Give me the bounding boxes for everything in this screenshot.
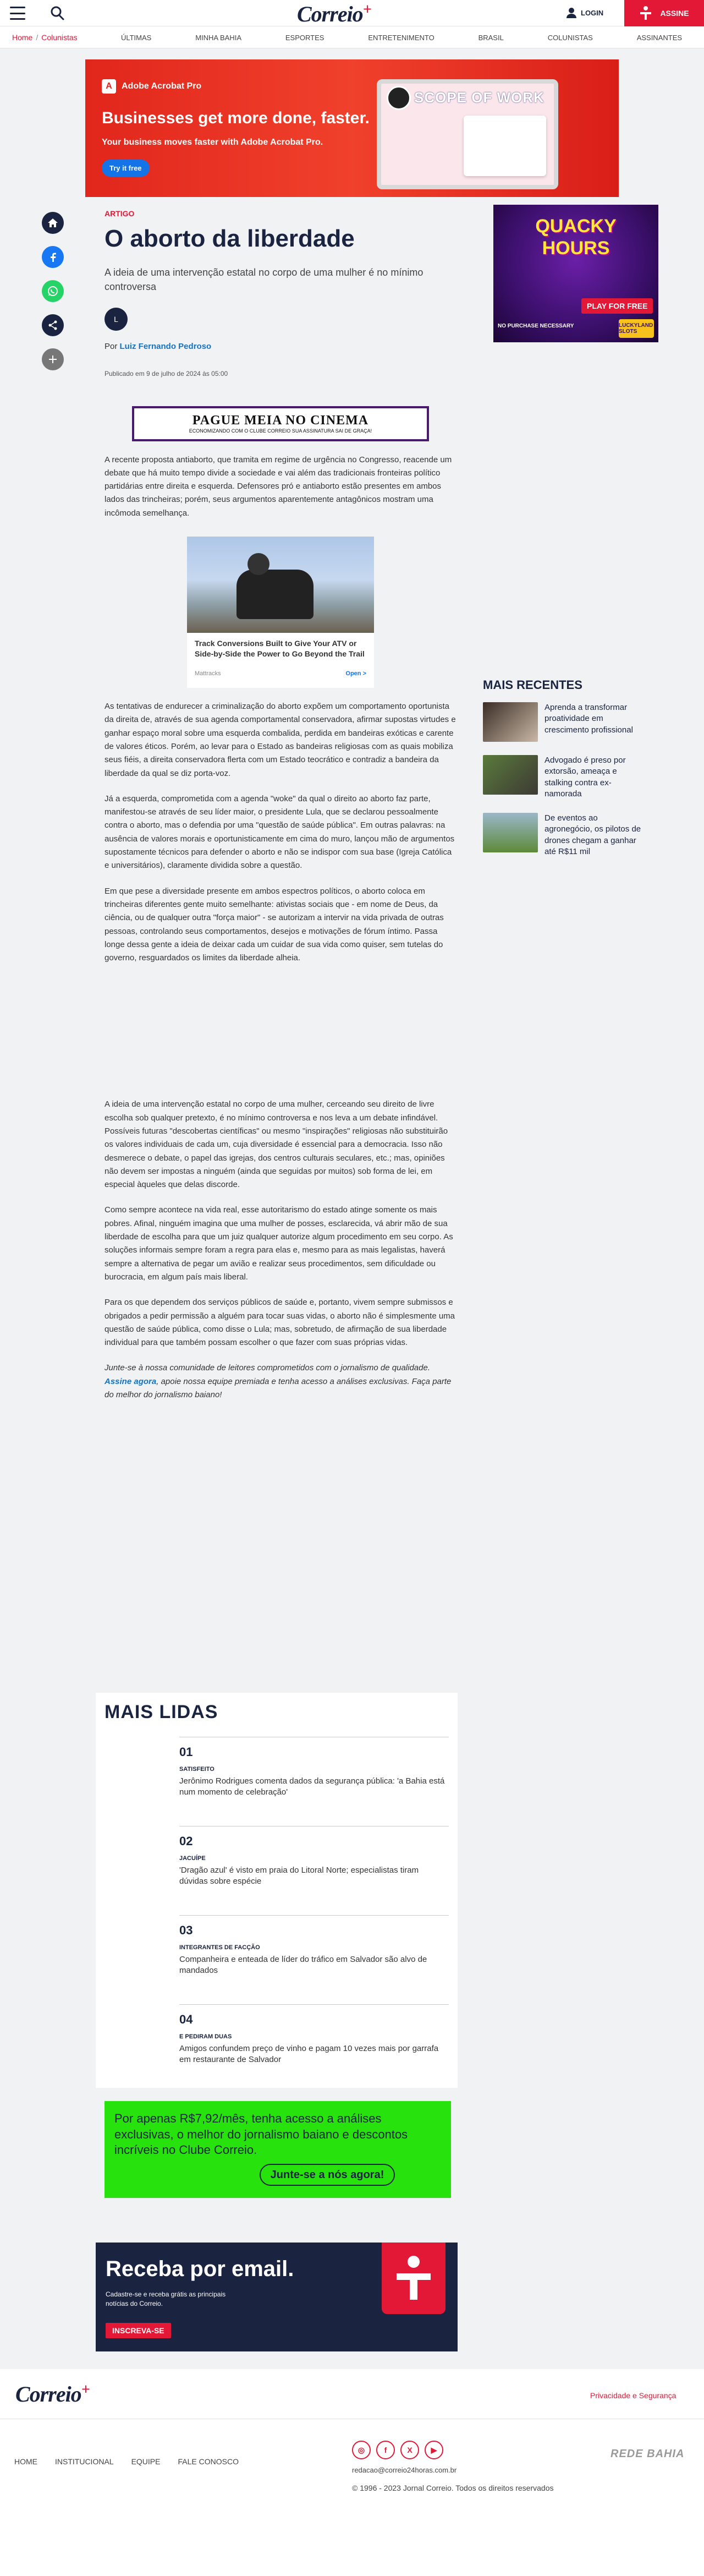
author-avatar: L [105, 308, 128, 331]
footer-link-equipe[interactable]: EQUIPE [131, 2457, 161, 2466]
luckyland-logo: LUCKYLAND SLOTS [619, 319, 654, 338]
footer-email[interactable]: redacao@correio24horas.com.br [352, 2466, 457, 2474]
atv-image [187, 537, 374, 633]
sidebar-ad[interactable] [493, 205, 658, 342]
recent-thumb [483, 702, 538, 742]
ad-placeholder [105, 965, 457, 1086]
quacky-line2: HOURS [542, 238, 610, 259]
correio-mascot-icon [382, 2243, 446, 2314]
facebook-icon[interactable] [42, 246, 64, 268]
article [105, 209, 457, 1402]
article-title: O aborto da liberdade [105, 225, 355, 252]
nav-item-ultimas[interactable]: ÚLTIMAS [120, 33, 152, 42]
recent-title: Aprenda a transformar proatividade em crescimento profissional [544, 703, 633, 735]
ad-fineprint: NO PURCHASE NECESSARY [498, 323, 574, 329]
correio-plus-icon [639, 6, 652, 21]
footer-logo[interactable]: Correio+ [15, 2381, 90, 2407]
mais-recentes [483, 678, 642, 871]
mais-lidas-heading: MAIS LIDAS [105, 1702, 218, 1722]
publish-date: Publicado em 9 de julho de 2024 às 05:00 [105, 369, 228, 378]
mais-lidas-item[interactable]: 02 JACUÍPE 'Dragão azul' é visto em praia do Litoral Norte; especialistas tiram dúvidas sobre espécie [179, 1826, 449, 1888]
top-banner-ad[interactable] [85, 59, 619, 197]
byline: Por Luiz Fernando Pedroso [105, 341, 212, 351]
atv-ad-source: Mattracks [195, 670, 221, 677]
nav-item-colunistas[interactable]: COLUNISTAS [547, 33, 593, 42]
atv-ad-text: Track Conversions Built to Give Your ATV or Side-by-Side the Power to Go Beyond the Trail [195, 639, 365, 658]
search-icon[interactable] [50, 6, 65, 21]
site-logo[interactable]: Correio+ [297, 1, 371, 26]
article-paragraph: Em que pese a diversidade presente em ambos espectros políticos, o aborto coloca em trincheiras diferentes gente muito semelhante: ativistas sociais que - em nome de Deus, da ciência, ou de qualquer outra "força maior" - se autorizam a intervir na vida privada de outras pessoas, controlando seus comportamentos, desejos e motivações de fórum íntimo. Passa longe dessa gente a ideia de deixar cada um cuidar de sua vida como quiser, sem tutelas do governo, resguardados os limites da liberdade alheia. [105, 886, 444, 963]
breadcrumb-home[interactable]: Home [12, 33, 33, 42]
recent-item[interactable] [483, 755, 642, 800]
footer-link-home[interactable]: HOME [14, 2457, 37, 2466]
breadcrumb-colunistas[interactable]: Colunistas [41, 33, 78, 42]
ad-headline: Businesses get more done, faster. [102, 109, 370, 127]
nav-item-assinantes[interactable]: ASSINANTES [636, 33, 683, 42]
join-now-button[interactable]: Junte-se a nós agora! [260, 2164, 395, 2186]
subscribe-button[interactable] [624, 0, 704, 26]
meia-title: PAGUE MEIA NO CINEMA [192, 413, 369, 428]
subscribe-newsletter-button[interactable]: INSCREVA-SE [106, 2323, 171, 2338]
subscribe-cta-paragraph: Junte-se à nossa comunidade de leitores comprometidos com o jornalismo de qualidade. Assine agora, apoie nossa equipe premiada e tenha acesso a análises exclusivas. Faça parte do melhor do jornalismo baiano! [105, 1363, 452, 1400]
ad-laptop-image: SCOPE OF WORK [377, 79, 558, 189]
article-paragraph: Como sempre acontece na vida real, esse autoritarismo do estado atinge somente os mais pobres. Afinal, ninguém imagina que uma mulher de posses, esclarecida, vá abrir mão de sua liberdade de escolha para que um juiz qualquer autorize algum procedimento em seu corpo. As soluções informais sempre foram a regra para elas e, mesmo para as mais legalistas, haverá sempre a alternativa de pegar um avião e realizar seus procedimentos, sem dificuldade ou burocracia, em algum país mais liberal. [105, 1205, 453, 1282]
article-paragraph: Para os que dependem dos serviços públicos de saúde e, portanto, vivem sempre submissos e obrigados a pedir permissão a alguém para tocar suas vidas, o aborto não é simplesmente uma questão de saúde pública, como disse o Lula; mas, sobretudo, de afirmação de sua liberdade individual para que também possam escolher o que fazer com suas próprias vidas. [105, 1298, 455, 1348]
ad-subline: Your business moves faster with Adobe Acrobat Pro. [102, 138, 323, 147]
newsletter-box [96, 2243, 458, 2351]
nav-item-minha-bahia[interactable]: MINHA BAHIA [195, 33, 241, 42]
menu-icon[interactable] [10, 7, 25, 20]
nav-item-entretenimento[interactable]: ENTRETENIMENTO [368, 33, 435, 42]
atv-ad[interactable] [187, 537, 374, 688]
article-subtitle: A ideia de uma intervenção estatal no corpo de uma mulher é no mínimo controversa [105, 267, 424, 293]
meia-subtitle: ECONOMIZANDO COM O CLUBE CORREIO SUA ASSINATURA SAI DE GRAÇA! [189, 428, 372, 434]
share-bar [42, 212, 64, 370]
home-icon[interactable] [42, 212, 64, 234]
rede-bahia-logo[interactable]: REDE BAHIA [610, 2448, 685, 2460]
x-twitter-icon[interactable]: X [400, 2441, 419, 2459]
footer [0, 2369, 704, 2576]
whatsapp-icon[interactable] [42, 280, 64, 302]
login-label: LOGIN [581, 8, 604, 17]
clube-correio-cta [105, 2101, 451, 2198]
recent-title: Advogado é preso por extorsão, ameaça e stalking contra ex-namorada [544, 756, 626, 798]
copyright: © 1996 - 2023 Jornal Correio. Todos os direitos reservados [352, 2484, 554, 2492]
login-button[interactable] [565, 7, 603, 19]
mais-lidas-item[interactable]: 01 SATISFEITO Jerônimo Rodrigues comenta dados da segurança pública: 'a Bahia está num momento de celebração' [179, 1737, 449, 1798]
atv-open-button[interactable]: Open > [345, 670, 366, 677]
newsletter-heading: Receba por email. [106, 2257, 294, 2281]
acrobat-icon: A [102, 79, 116, 94]
instagram-icon[interactable]: ◎ [352, 2441, 371, 2459]
breadcrumb: Home / Colunistas [12, 33, 78, 42]
ad-pen-icon [387, 86, 411, 110]
facebook-icon[interactable]: f [376, 2441, 395, 2459]
share-icon[interactable] [42, 314, 64, 336]
article-paragraph: As tentativas de endurecer a criminalização do aborto expõem um comportamento oportunista da direita de, através de sua agenda comportamental conservadora, afirmar supostas virtudes e ganhar espaço moral sobre uma esquerda combalida, perdida em bandeiras exóticas e carente de valores éticos. Porém, ao levar para o Estado as bandeiras religiosas com as quais mobiliza seus fiéis, a direita conservadora flerta com um Estado teocrático e contradiz a bandeira da liberdade da qual se diz porta-voz. [105, 702, 456, 778]
privacy-link[interactable]: Privacidade e Segurança [590, 2391, 676, 2400]
quacky-line1: QUACKY [535, 216, 617, 237]
recent-thumb [483, 755, 538, 795]
subscribe-label: ASSINE [660, 9, 689, 18]
recentes-heading: MAIS RECENTES [483, 678, 582, 692]
ad-try-button[interactable]: Try it free [102, 160, 150, 177]
footer-link-fale-conosco[interactable]: FALE CONOSCO [178, 2457, 239, 2466]
recent-item[interactable] [483, 813, 642, 857]
nav-bar [0, 26, 704, 48]
article-paragraph: Já a esquerda, comprometida com a agenda "woke" da qual o direito ao aborto faz parte, manifestou-se através de seu líder maior, o presidente Lula, que se declarou pessoalmente contra o aborto, mas o defendia por uma "questão de saúde pública". Em outras palavras: na ausência de valores morais e oportunisticamente em cima do muro, lançou mão de argumentos supostamente técnicos para defender o aborto e não se indispor com sua base (Igreja Católica e universitários), claramente dividida sobre a questão. [105, 794, 455, 871]
cta-text: Por apenas R$7,92/mês, tenha acesso a análises exclusivas, o melhor do jornalismo baiano e descontos incríveis no Clube Correio. [114, 2112, 408, 2157]
nav-item-brasil[interactable]: BRASIL [478, 33, 504, 42]
footer-link-institucional[interactable]: INSTITUCIONAL [55, 2457, 114, 2466]
mais-lidas [96, 1693, 458, 2088]
author-link[interactable]: Luiz Fernando Pedroso [119, 341, 212, 351]
ad-brand: A Adobe Acrobat Pro [102, 79, 201, 94]
nav-item-esportes[interactable]: ESPORTES [285, 33, 324, 42]
pague-meia-banner[interactable] [132, 406, 429, 441]
recent-item[interactable] [483, 702, 642, 742]
article-category[interactable]: ARTIGO [105, 209, 135, 218]
user-icon [565, 7, 578, 19]
recent-thumb [483, 813, 538, 852]
newsletter-sub: Cadastre-se e receba grátis as principais notícias do Correio. [106, 2290, 226, 2307]
article-paragraph: A ideia de uma intervenção estatal no corpo de uma mulher, cerceando seu direito de livre escolha sob qualquer pretexto, é no mínimo controversa e nos leva a um debate infindável. Possíveis futuras "descobertas científicas" ou mesmo "inspirações" religiosas não substituirão os valores individuais de cada um, cuja diversidade é essencial para a democracia. Isso não desmerece o debate, o papel das igrejas, dos centros culturais seculares, etc.; mas, opiniões não devem ser impostas a ninguém (ainda que seguidas por muitos) sob forma de lei, em especial àqueles que delas discorde. [105, 1100, 448, 1190]
youtube-icon[interactable]: ▶ [425, 2441, 443, 2459]
mais-lidas-item[interactable]: 04 E PEDIRAM DUAS Amigos confundem preço de vinho e pagam 10 vezes mais por garrafa em restaurante de Salvador [179, 2004, 449, 2066]
ad-signature-panel [464, 116, 546, 176]
article-paragraph: A recente proposta antiaborto, que tramita em regime de urgência no Congresso, reacende um debate que há muito tempo divide a sociedade e vai além das tradicionais fronteiras político partidárias entre direita e esquerda. Defensores pró e antiaborto estão presentes em ambos lados das trincheiras; porém, seus argumentos aparentemente antagônicos mostram uma incômoda semelhança. [105, 455, 452, 518]
play-free-button[interactable]: PLAY FOR FREE [581, 298, 653, 314]
mais-lidas-item[interactable]: 03 INTEGRANTES DE FACÇÃO Companheira e enteada de líder do tráfico em Salvador são alvo de mandados [179, 1915, 449, 1977]
plus-icon[interactable] [42, 348, 64, 370]
top-bar [0, 0, 704, 26]
recent-title: De eventos ao agronegócio, os pilotos de drones chegam a ganhar até R$11 mil [544, 813, 641, 856]
assine-agora-link[interactable]: Assine agora [105, 1376, 157, 1386]
